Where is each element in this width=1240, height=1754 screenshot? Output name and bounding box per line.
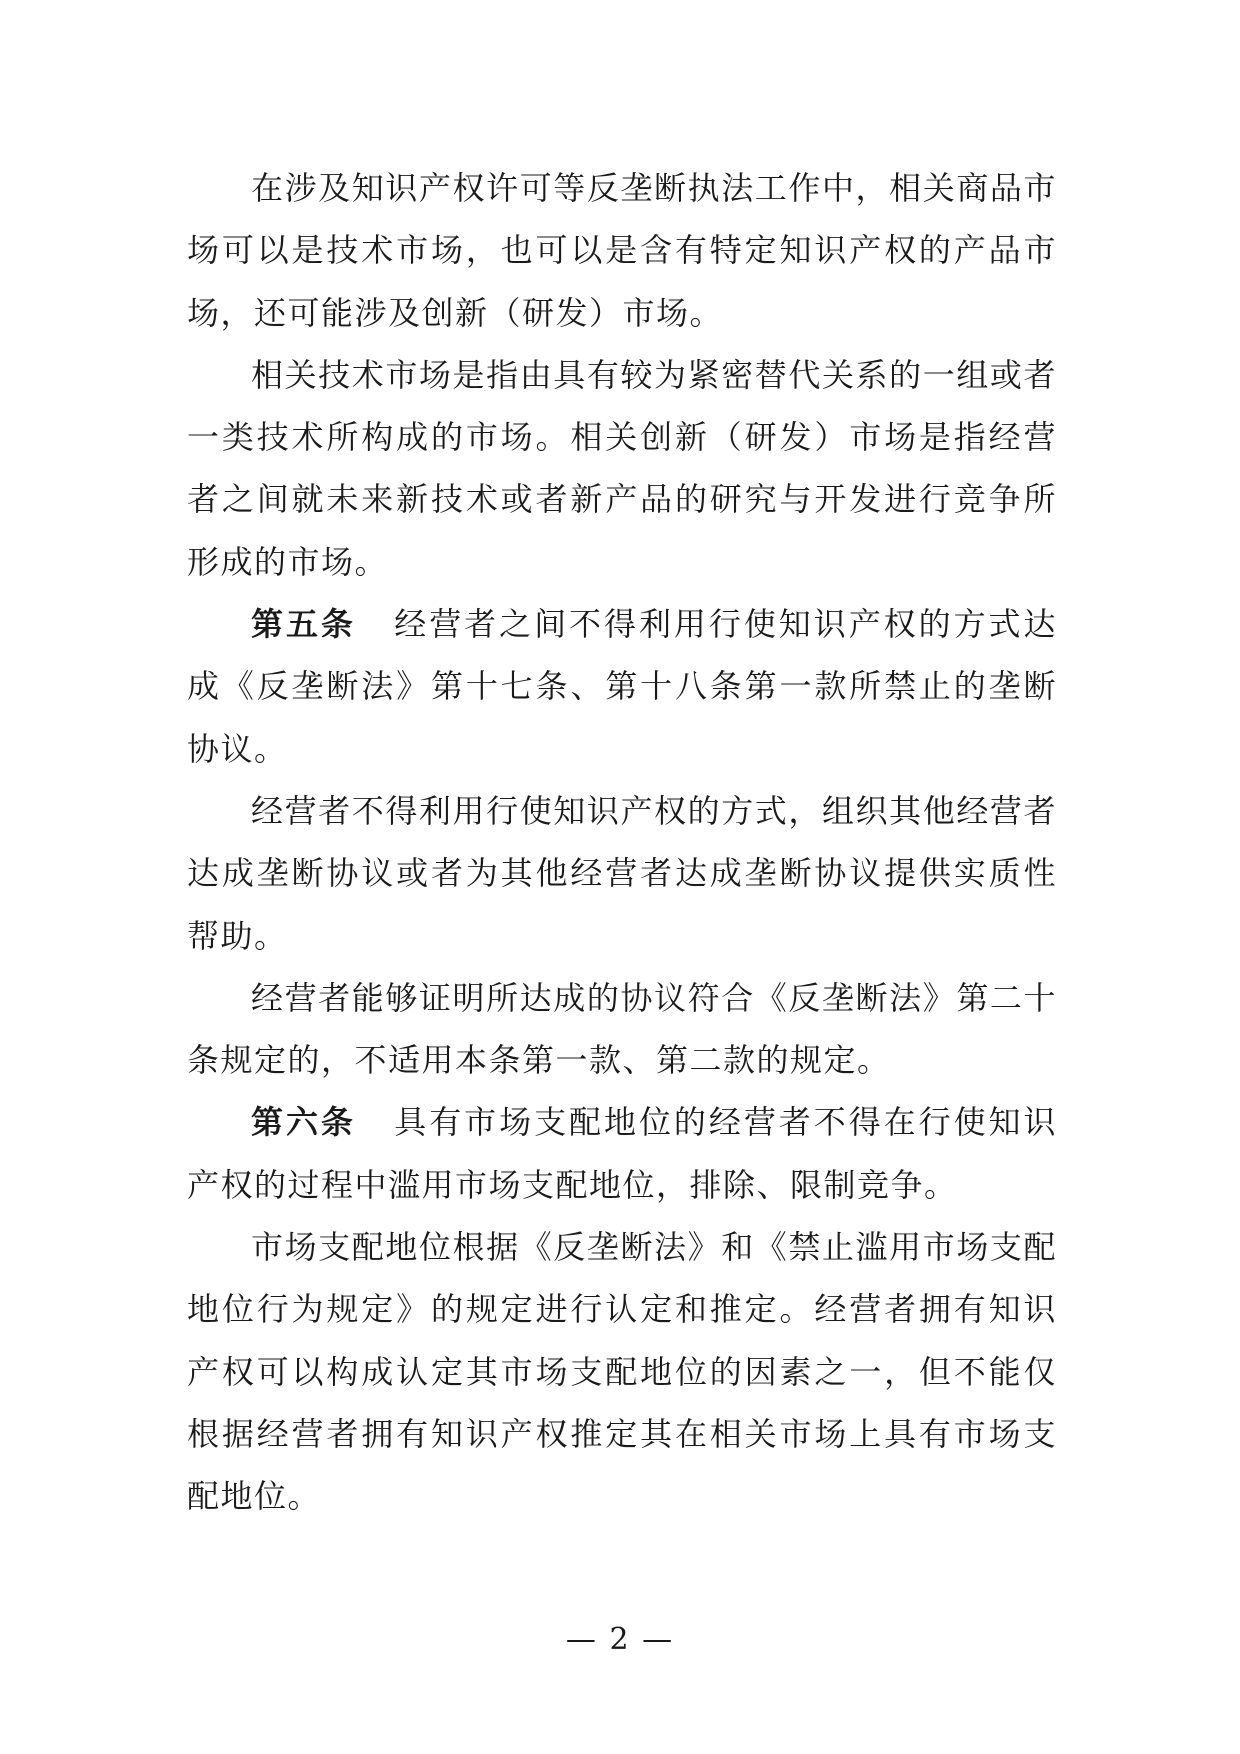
paragraph-1-text: 在涉及知识产权许可等反垄断执法工作中，相关商品市场可以是技术市场，也可以是含有特定知识产权的产品市场，还可能涉及创新（研发）市场。 (187, 169, 1057, 332)
article-6-paragraph-1 (187, 1091, 1057, 1216)
article-5-paragraph-1 (187, 593, 1057, 780)
article-5-paragraph-1-text: 经营者之间不得利用行使知识产权的方式达成《反垄断法》第十七条、第十八条第一款所禁止的垄断协议。 (187, 605, 1057, 768)
article-5-paragraph-3-text: 经营者能够证明所达成的协议符合《反垄断法》第二十条规定的，不适用本条第一款、第二款的规定。 (187, 978, 1057, 1080)
page-number: — 2 — (565, 1622, 675, 1657)
article-5-paragraph-2 (187, 780, 1057, 967)
paragraph-2 (187, 344, 1057, 593)
article-5-paragraph-3 (187, 967, 1057, 1092)
article-6-paragraph-2 (187, 1216, 1057, 1527)
document-body (187, 157, 1057, 1528)
article-5-heading: 第五条 (251, 605, 356, 644)
paragraph-2-text: 相关技术市场是指由具有较为紧密替代关系的一组或者一类技术所构成的市场。相关创新（研发）市场是指经营者之间就未来新技术或者新产品的研究与开发进行竞争所形成的市场。 (187, 355, 1057, 581)
article-6-paragraph-2-text: 市场支配地位根据《反垄断法》和《禁止滥用市场支配地位行为规定》的规定进行认定和推定。经营者拥有知识产权可以构成认定其市场支配地位的因素之一，但不能仅根据经营者拥有知识产权推定其在相关市场上具有市场支配地位。 (187, 1228, 1057, 1516)
article-5-paragraph-2-text: 经营者不得利用行使知识产权的方式，组织其他经营者达成垄断协议或者为其他经营者达成垄断协议提供实质性帮助。 (187, 791, 1057, 955)
paragraph-1 (187, 157, 1057, 344)
article-6-paragraph-1-text: 具有市场支配地位的经营者不得在行使知识产权的过程中滥用市场支配地位，排除、限制竞争。 (187, 1103, 1057, 1204)
article-6-heading: 第六条 (251, 1103, 356, 1142)
